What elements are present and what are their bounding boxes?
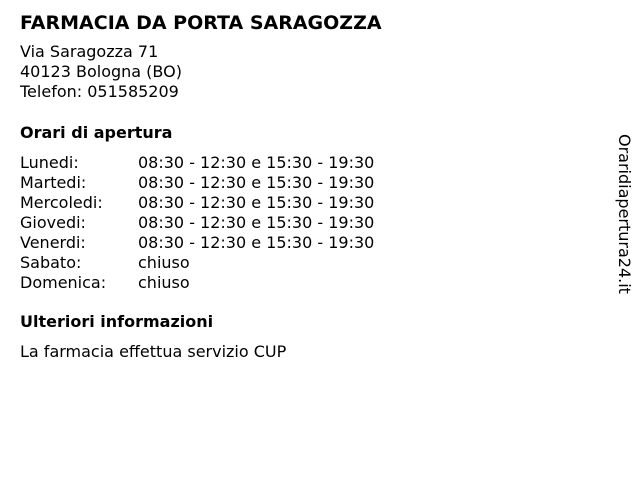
- hours-row-monday: [20, 153, 600, 173]
- address-city: 40123 Bologna (BO): [20, 62, 182, 81]
- hours-row-wednesday: [20, 193, 600, 213]
- opening-hours-table: [20, 153, 600, 293]
- hours-day: Venerdi:: [20, 233, 86, 252]
- phone-number: Telefon: 051585209: [20, 82, 179, 101]
- hours-time: 08:30 - 12:30 e 15:30 - 19:30: [138, 193, 375, 212]
- hours-time: 08:30 - 12:30 e 15:30 - 19:30: [138, 153, 375, 172]
- pharmacy-card: [20, 10, 600, 362]
- hours-row-saturday: [20, 253, 600, 273]
- hours-row-friday: [20, 233, 600, 253]
- pharmacy-address: [20, 42, 600, 102]
- additional-info-text: La farmacia effettua servizio CUP: [20, 342, 287, 361]
- hours-day: Giovedi:: [20, 213, 86, 232]
- additional-info-title: Ulteriori informazioni: [20, 312, 214, 331]
- site-watermark: [613, 134, 635, 310]
- watermark-text: Oraridiapertura24.it: [615, 134, 634, 294]
- hours-day: Sabato:: [20, 253, 82, 272]
- hours-day: Lunedi:: [20, 153, 79, 172]
- hours-time: chiuso: [138, 253, 190, 272]
- pharmacy-name: FARMACIA DA PORTA SARAGOZZA: [20, 12, 382, 34]
- hours-time: chiuso: [138, 273, 190, 292]
- opening-hours-title: Orari di apertura: [20, 123, 173, 142]
- hours-time: 08:30 - 12:30 e 15:30 - 19:30: [138, 173, 375, 192]
- hours-row-tuesday: [20, 173, 600, 193]
- hours-day: Domenica:: [20, 273, 107, 292]
- hours-day: Martedi:: [20, 173, 87, 192]
- hours-time: 08:30 - 12:30 e 15:30 - 19:30: [138, 233, 375, 252]
- address-street: Via Saragozza 71: [20, 42, 159, 61]
- hours-row-sunday: [20, 273, 600, 293]
- hours-row-thursday: [20, 213, 600, 233]
- hours-time: 08:30 - 12:30 e 15:30 - 19:30: [138, 213, 375, 232]
- hours-day: Mercoledi:: [20, 193, 103, 212]
